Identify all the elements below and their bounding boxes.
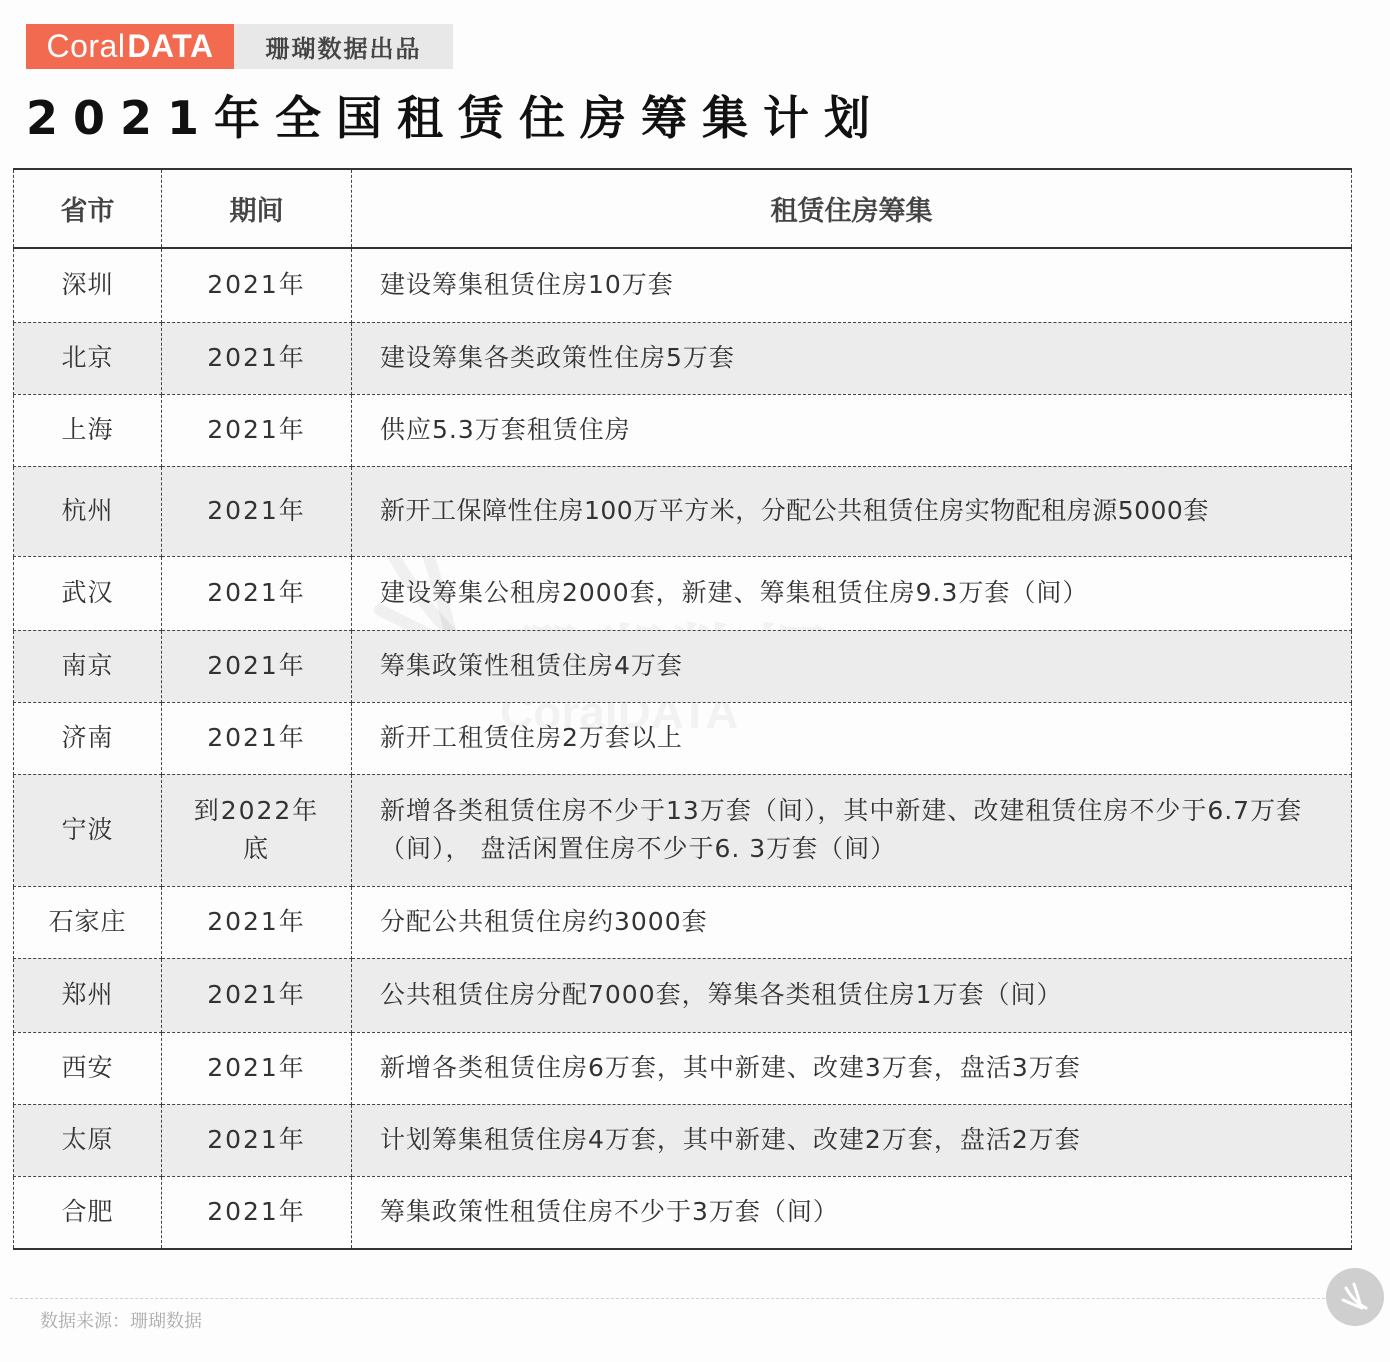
cell-content: 新增各类租赁住房不少于13万套（间），其中新建、改建租赁住房不少于6.7万套（间）， 盘活闲置住房不少于6. 3万套（间） <box>352 774 1352 886</box>
cell-content: 分配公共租赁住房约3000套 <box>352 886 1352 958</box>
cell-city: 西安 <box>14 1032 162 1104</box>
cell-city: 石家庄 <box>14 886 162 958</box>
cell-period: 2021年 <box>162 556 352 630</box>
cell-content: 建设筹集各类政策性住房5万套 <box>352 322 1352 394</box>
cell-period: 到2022年底 <box>162 774 352 886</box>
cell-content: 供应5.3万套租赁住房 <box>352 394 1352 466</box>
table-row <box>14 466 1352 556</box>
corner-badge <box>1326 1268 1384 1326</box>
cell-city: 南京 <box>14 630 162 702</box>
cell-period: 2021年 <box>162 702 352 774</box>
cell-period: 2021年 <box>162 322 352 394</box>
cell-period: 2021年 <box>162 630 352 702</box>
table-row <box>14 702 1352 774</box>
coraldata-logo <box>26 24 234 69</box>
header-content: 租赁住房筹集 <box>352 169 1352 248</box>
cell-content: 筹集政策性租赁住房4万套 <box>352 630 1352 702</box>
cell-period: 2021年 <box>162 248 352 322</box>
cell-period: 2021年 <box>162 958 352 1032</box>
brand-header <box>26 24 453 69</box>
cell-city: 武汉 <box>14 556 162 630</box>
cell-city: 合肥 <box>14 1176 162 1249</box>
cell-content: 筹集政策性租赁住房不少于3万套（间） <box>352 1176 1352 1249</box>
header-period: 期间 <box>162 169 352 248</box>
brand-subtitle: 珊瑚数据出品 <box>234 24 453 69</box>
cell-content: 建设筹集租赁住房10万套 <box>352 248 1352 322</box>
table-row <box>14 322 1352 394</box>
footer-divider <box>10 1298 1330 1299</box>
cell-content: 新开工租赁住房2万套以上 <box>352 702 1352 774</box>
cell-city: 宁波 <box>14 774 162 886</box>
table-row <box>14 886 1352 958</box>
cell-content: 建设筹集公租房2000套，新建、筹集租赁住房9.3万套（间） <box>352 556 1352 630</box>
coral-leaf-icon <box>1338 1280 1372 1314</box>
rental-housing-table <box>13 168 1352 1250</box>
cell-city: 郑州 <box>14 958 162 1032</box>
cell-content: 公共租赁住房分配7000套，筹集各类租赁住房1万套（间） <box>352 958 1352 1032</box>
table-row <box>14 958 1352 1032</box>
cell-content: 新增各类租赁住房6万套，其中新建、改建3万套，盘活3万套 <box>352 1032 1352 1104</box>
cell-period: 2021年 <box>162 394 352 466</box>
table-row <box>14 556 1352 630</box>
logo-light-text: Coral <box>46 28 126 64</box>
table-row <box>14 774 1352 886</box>
cell-content: 新开工保障性住房100万平方米，分配公共租赁住房实物配租房源5000套 <box>352 466 1352 556</box>
table-row <box>14 394 1352 466</box>
cell-city: 上海 <box>14 394 162 466</box>
cell-content: 计划筹集租赁住房4万套，其中新建、改建2万套，盘活2万套 <box>352 1104 1352 1176</box>
table-header-row <box>14 169 1352 248</box>
table-row <box>14 1176 1352 1249</box>
cell-period: 2021年 <box>162 1032 352 1104</box>
table-row <box>14 248 1352 322</box>
cell-city: 太原 <box>14 1104 162 1176</box>
cell-city: 济南 <box>14 702 162 774</box>
cell-period: 2021年 <box>162 1176 352 1249</box>
page-title: 2021年全国租赁住房筹集计划 <box>26 91 886 145</box>
cell-period: 2021年 <box>162 886 352 958</box>
logo-bold-text: DATA <box>127 28 214 64</box>
cell-city: 深圳 <box>14 248 162 322</box>
header-city: 省市 <box>14 169 162 248</box>
cell-city: 北京 <box>14 322 162 394</box>
cell-period: 2021年 <box>162 466 352 556</box>
table-row <box>14 630 1352 702</box>
data-source: 数据来源：珊瑚数据 <box>40 1311 202 1332</box>
table-row <box>14 1104 1352 1176</box>
cell-city: 杭州 <box>14 466 162 556</box>
cell-period: 2021年 <box>162 1104 352 1176</box>
table-row <box>14 1032 1352 1104</box>
